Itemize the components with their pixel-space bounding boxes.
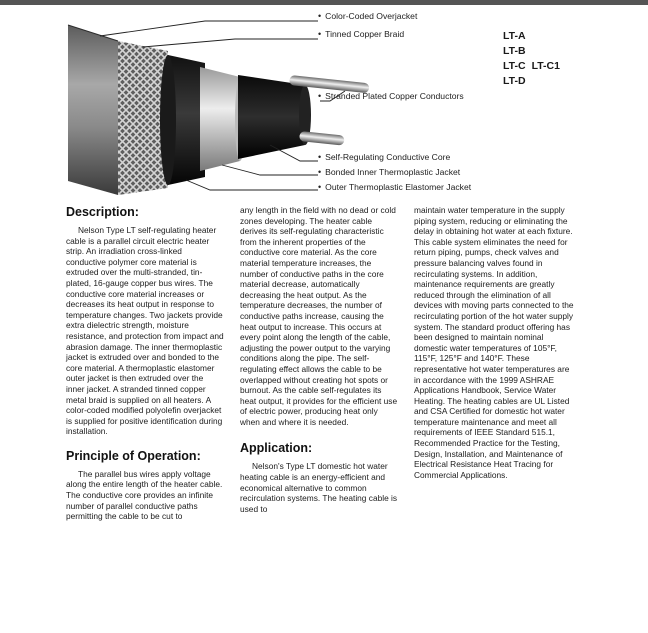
bullet-icon: •: [318, 11, 322, 21]
callout-inner-jacket: • Bonded Inner Thermoplastic Jacket: [318, 167, 461, 177]
application-heading: Application:: [240, 441, 313, 456]
overjacket-shape: [68, 25, 118, 195]
application-body-continued: maintain water temperature in the supply piping system, reducing or eliminating the delay in obtaining hot water at each fixture. This cable system eliminates the need for return piping, pumps, check valves and pressure balancing valves found in recirculating systems. In addition, maintenance requirements are greatly reduced through the elimination of all devices with moving parts connected to the recirculating portion of the hot water supply system. The standard product offering has been designed to maintain nominal domestic water temperatures of 105°F, 115°F, 125°F and 140°F. These representative hot water temperatures are in accordance with the 1999 ASHRAE Applications Handbook, Service Water Heating. The heating cables are UL Listed and CSA Certified for domestic hot water temperature maintenance and meet all requirements of IEEE Standard 515.1, Recommended Practice for the Testing, Design, Installation, and Maintenance of Electrical Resistance Heat Tracing for Commercial Applications.: [414, 205, 574, 480]
application-body-start: Nelson's Type LT domestic hot water heating cable is an energy-efficient and economical alternative to common recirculation systems. The heating cable is used to: [240, 461, 398, 514]
bullet-icon: •: [318, 167, 322, 177]
callout-overjacket: • Color-Coded Overjacket: [318, 11, 418, 21]
text-column-3: [414, 205, 574, 480]
text-column-1: [66, 205, 224, 522]
text-column-2: [240, 205, 398, 514]
model-list: [503, 29, 566, 89]
model-row: LT-B: [503, 45, 526, 57]
principle-body-continued: any length in the field with no dead or cold zones developing. The heater cable derives its self-regulating characteristic from the inherent properties of the conductive core material. As the core material temperature increases, the number of conductive paths in the core material decrease, automatically decreasing the heat output. As the temperature decreases, the number of conductive paths increase, causing the heat output to increase. This occurs at every point along the length of the cable, adjusting the power output to the varying conditions along the pipe. The self-regulating effect allows the cable to be overlapped without creating hot spots or burnout. As the cable self-regulates its heat output, it provides for the efficient use of electric power, producing heat only when and where it is needed.: [240, 205, 398, 427]
callout-outer-jacket: • Outer Thermoplastic Elastomer Jacket: [318, 182, 472, 192]
description-body: Nelson Type LT self-regulating heater cable is a parallel circuit electric heater strip. An irradiation cross-linked conductive polymer core material is extruded over the multi-stranded, tin-plated, 16-gauge copper bus wires. The conductive core material increases or decreases its heat output in response to temperature changes. Two jackets provide extra dielectric strength, moisture resistance, and protection from impact and abrasion damage. The inner thermoplastic jacket is extruded over and bonded to the core material. A thermoplastic elastomer outer jacket is then extruded over the inner jacket. A stranded tinned copper metal braid is supplied on all heaters. A color-coded modified polyolefin overjacket is supplied for positive identification during installation.: [66, 225, 224, 437]
principle-body-start: The parallel bus wires apply voltage along the entire length of the heater cable. The conductive core provides an infinite number of parallel conductive paths permitting the cable to be cut to: [66, 468, 223, 522]
model-row: LT-C LT-C1: [503, 60, 560, 72]
bullet-icon: •: [318, 152, 322, 162]
cable-cutaway-figure: [0, 5, 648, 200]
model-row: LT-D: [503, 75, 526, 87]
model-row: LT-A: [503, 30, 526, 42]
callout-conductors: • Stranded Plated Copper Conductors: [318, 91, 464, 101]
description-heading: Description:: [66, 205, 139, 219]
callout-braid: • Tinned Copper Braid: [318, 29, 405, 39]
callout-core: • Self-Regulating Conductive Core: [318, 152, 451, 162]
bullet-icon: •: [318, 91, 322, 101]
principle-heading: Principle of Operation:: [66, 448, 201, 463]
bullet-icon: •: [318, 29, 322, 39]
bullet-icon: •: [318, 182, 322, 192]
conductive-core-shape: [238, 75, 305, 159]
inner-jacket-shape: [200, 67, 240, 171]
